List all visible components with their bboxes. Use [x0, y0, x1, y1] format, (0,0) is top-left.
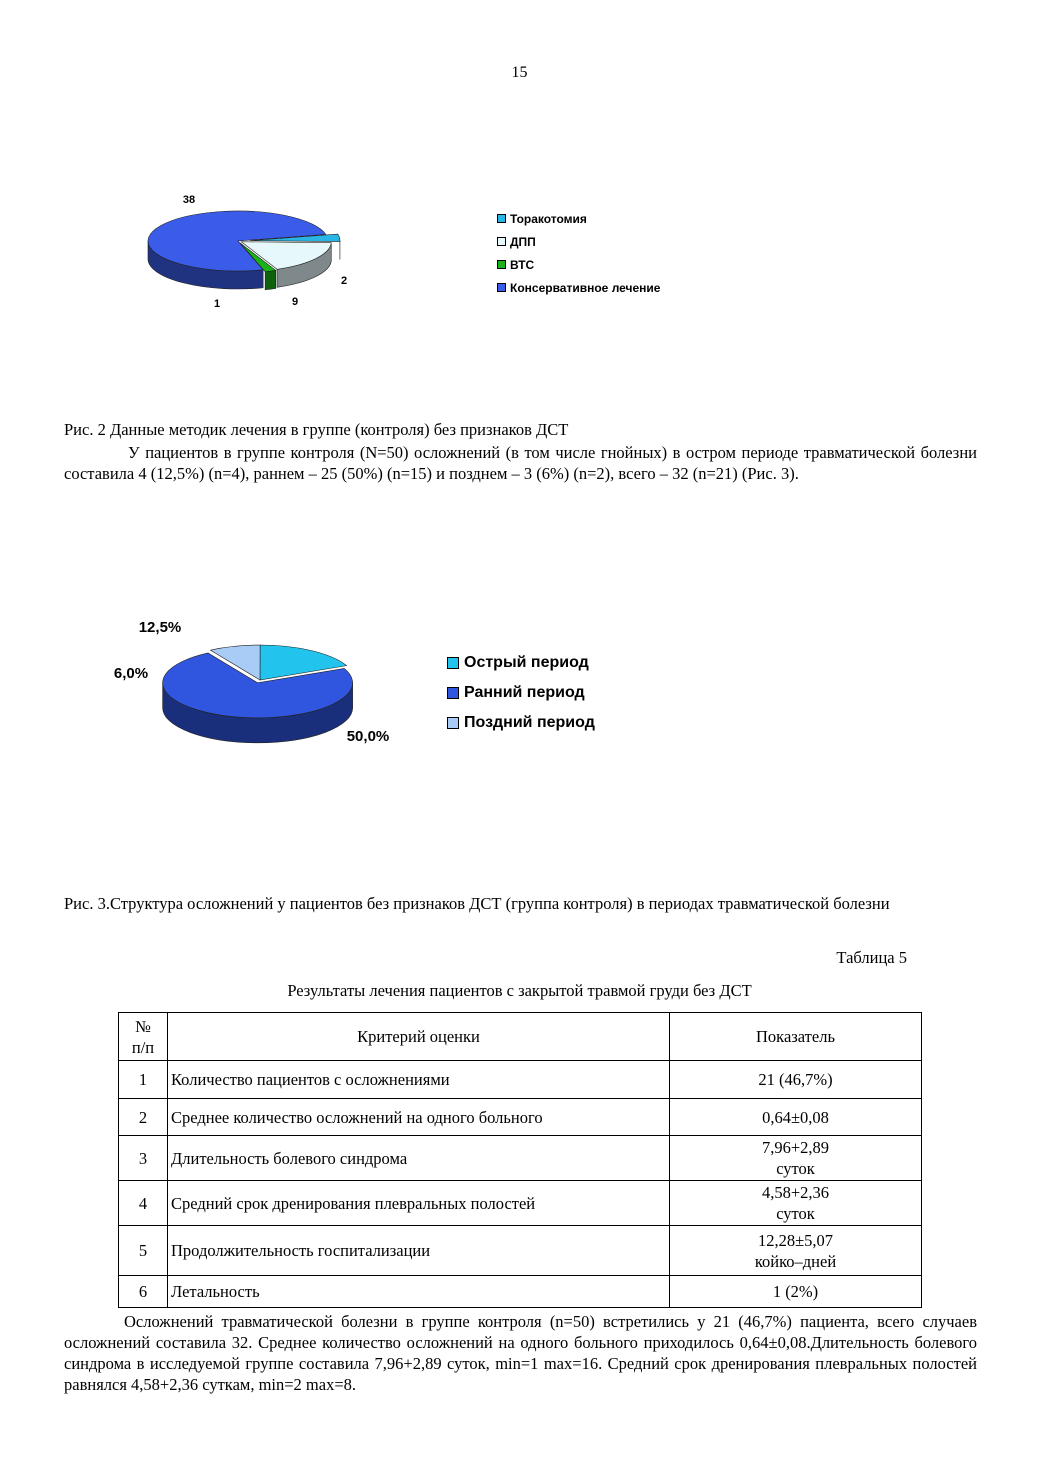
figure-3-caption: Рис. 3.Структура осложнений у пациентов без признаков ДСТ (группа контроля) в периодах травматической болезни	[64, 894, 890, 913]
table-row	[119, 1276, 922, 1308]
row-value: 7,96+2,89 суток	[670, 1136, 922, 1181]
row-num: 2	[119, 1099, 168, 1136]
pie1-label-vts: 1	[213, 298, 221, 310]
pie2-label-pozdnii: 6,0%	[113, 665, 149, 682]
page-number: 15	[511, 64, 528, 81]
legend-item-torakotomiya	[497, 207, 660, 230]
legend-item-ostryi	[447, 648, 595, 678]
row-value: 12,28±5,07 койко–дней	[670, 1226, 922, 1276]
header-criterion: Критерий оценки	[168, 1013, 670, 1061]
legend-item-konservativnoe	[497, 276, 660, 299]
legend-label: Консервативное лечение	[510, 280, 661, 295]
legend-swatch	[497, 237, 506, 246]
pie2-label-ostryi: 12,5%	[138, 619, 182, 636]
complications-periods-pie-chart	[100, 610, 410, 750]
row-value: 4,58+2,36 суток	[670, 1181, 922, 1226]
row-num: 4	[119, 1181, 168, 1226]
pie2-label-rannii: 50,0%	[346, 728, 390, 745]
row-num: 1	[119, 1061, 168, 1099]
pie1-label-torakotomiya: 2	[340, 275, 348, 287]
legend-swatch	[447, 657, 459, 669]
pie1-label-dpp: 9	[291, 296, 299, 308]
treatment-methods-pie-chart	[130, 185, 370, 315]
table-row	[119, 1181, 922, 1226]
legend-label: Поздний период	[464, 714, 595, 731]
table-header-row	[119, 1013, 922, 1061]
legend-swatch	[497, 283, 506, 292]
row-criterion: Среднее количество осложнений на одного больного	[168, 1099, 670, 1136]
pie1-slice-vts-side	[265, 270, 276, 289]
row-criterion: Количество пациентов с осложнениями	[168, 1061, 670, 1099]
complications-periods-legend	[447, 648, 595, 738]
legend-item-dpp	[497, 230, 660, 253]
legend-item-pozdnii	[447, 708, 595, 738]
legend-item-vts	[497, 253, 660, 276]
pie1-label-konservativnoe: 38	[182, 194, 196, 206]
figure-2-caption: Рис. 2 Данные методик лечения в группе (контроля) без признаков ДСТ	[64, 420, 569, 439]
table-row	[119, 1061, 922, 1099]
header-num: № п/п	[119, 1013, 168, 1061]
legend-label: ДПП	[510, 234, 536, 249]
row-criterion: Продолжительность госпитализации	[168, 1226, 670, 1276]
legend-item-rannii	[447, 678, 595, 708]
table-title: Результаты лечения пациентов с закрытой травмой груди без ДСТ	[287, 981, 752, 1000]
legend-label: Ранний период	[464, 684, 585, 701]
paragraph-2: Осложнений травматической болезни в группе контроля (n=50) встретились у 21 (46,7%) пациента, всего случаев осложнений составила 32. Среднее количество осложнений на одного больного приходилось 0,64±0,08.Длительность болевого синдрома в исследуемой группе составила 7,96+2,89 суток, min=1 max=16. Средний срок дренирования плевральных полостей равнялся 4,58+2,36 суткам, min=2 max=8.	[64, 1312, 977, 1394]
legend-swatch	[447, 717, 459, 729]
legend-swatch	[497, 214, 506, 223]
legend-label: Острый период	[464, 654, 589, 671]
row-criterion: Средний срок дренирования плевральных полостей	[168, 1181, 670, 1226]
row-value: 21 (46,7%)	[670, 1061, 922, 1099]
legend-label: Торакотомия	[510, 211, 587, 226]
paragraph-1: У пациентов в группе контроля (N=50) осложнений (в том числе гнойных) в остром периоде травматической болезни составила 4 (12,5%) (n=4), раннем – 25 (50%) (n=15) и позднем – 3 (6%) (n=2), всего – 32 (n=21) (Рис. 3).	[64, 443, 977, 483]
row-value: 1 (2%)	[670, 1276, 922, 1308]
row-criterion: Летальность	[168, 1276, 670, 1308]
row-num: 5	[119, 1226, 168, 1276]
results-table	[118, 1012, 922, 1308]
legend-label: ВТС	[510, 257, 535, 272]
table-label: Таблица 5	[836, 948, 907, 967]
row-num: 6	[119, 1276, 168, 1308]
treatment-methods-legend	[497, 207, 660, 299]
row-value: 0,64±0,08	[670, 1099, 922, 1136]
legend-swatch	[497, 260, 506, 269]
table-row	[119, 1099, 922, 1136]
legend-swatch	[447, 687, 459, 699]
row-criterion: Длительность болевого синдрома	[168, 1136, 670, 1181]
header-value: Показатель	[670, 1013, 922, 1061]
table-row	[119, 1226, 922, 1276]
row-num: 3	[119, 1136, 168, 1181]
table-row	[119, 1136, 922, 1181]
